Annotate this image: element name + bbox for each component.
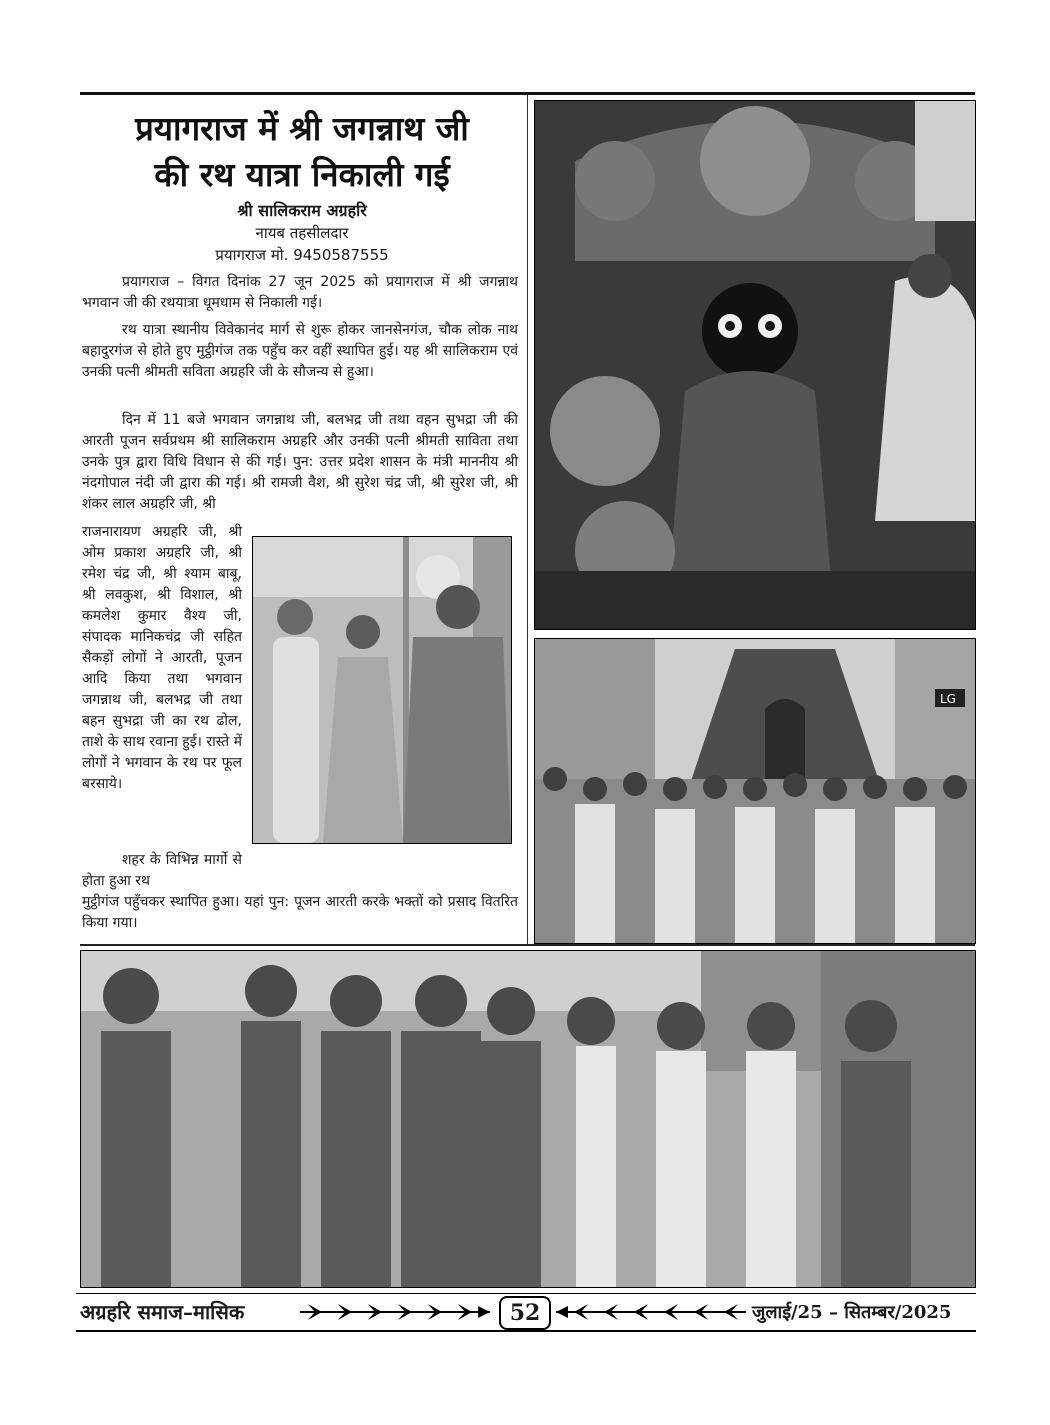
- author-name: श्री सालिकराम अग्रहरि: [237, 201, 367, 220]
- headline: [82, 106, 522, 198]
- article-bottom-rule: [80, 944, 975, 946]
- paragraph-1: प्रयागराज – विगत दिनांक 27 जून 2025 को प्रयागराज में श्री जगन्नाथ भगवान जी की रथयात्रा धूमधाम से निकाली गई।: [82, 274, 518, 311]
- author-contact: प्रयागराज मो. 9450587555: [215, 246, 389, 264]
- family-portrait-photo: [252, 536, 512, 844]
- column-divider: [527, 95, 528, 945]
- magazine-name: अग्रहरि समाज–मासिक: [80, 1300, 245, 1324]
- footer-top-rule: [76, 1293, 976, 1294]
- group-photo: [80, 950, 976, 1288]
- paragraph-2: रथ यात्रा स्थानीय विवेकानंद मार्ग से शुरू होकर जानसेनगंज, चौक लोक नाथ बहादुरगंज से होते हुए मुट्ठीगंज तक पहुँच कर वहीं स्थापित हुई। यह श्री सालिकराम एवं उनकी पत्नी श्रीमती सविता अग्रहरि जी के सौजन्य से हुआ।: [82, 322, 518, 380]
- headline-line-1: प्रयागराज में श्री जगन्नाथ जी: [135, 109, 469, 148]
- author-block: [82, 200, 522, 266]
- paragraph-4-continued: मुट्ठीगंज पहुँचकर स्थापित हुआ। यहां पुन: पूजन आरती करके भक्तों को प्रसाद वितरित किया गया।: [82, 894, 518, 931]
- footer-bottom-rule: [76, 1330, 976, 1332]
- issue-date: जुलाई/25 – सितम्बर/2025: [752, 1302, 952, 1323]
- shop-sign-text: LG: [940, 692, 956, 706]
- paragraph-4: शहर के विभिन्न मार्गो से होता हुआ रथ: [82, 852, 242, 889]
- page-number: 52: [499, 1296, 551, 1330]
- right-leaf-ornament-icon: [556, 1300, 746, 1324]
- chariot-crowd-photo: [534, 638, 976, 944]
- headline-line-2: की रथ यात्रा निकाली गई: [154, 155, 450, 194]
- author-title: नायब तहसीलदार: [255, 224, 349, 242]
- left-leaf-ornament-icon: [300, 1300, 490, 1324]
- paragraph-3-continued: राजनारायण अग्रहरि जी, श्री ओम प्रकाश अग्रहरि जी, श्री रमेश चंद्र जी, श्री श्याम बाबू, श्री लवकुश, श्री विशाल, श्री कमलेश कुमार वैश्य जी, संपादक मानिकचंद्र जी सहित सैकड़ों लोगों ने आरती, पूजन आदि किया तथा भगवान जगन्नाथ जी, बलभद्र जी तथा बहन सुभद्रा जी का रथ ढोल, ताशे के साथ रवाना हुई। रास्ते में लोगों ने भगवान के रथ पर फूल बरसाये।: [82, 524, 242, 792]
- jagannath-deity-photo: [534, 100, 976, 630]
- paragraph-3: दिन में 11 बजे भगवान जगन्नाथ जी, बलभद्र जी तथा वहन सुभद्रा जी की आरती पूजन सर्वप्रथम श्री सालिकराम अग्रहरि और उनकी पत्नी श्रीमती साविता तथा उनके पुत्र द्वारा विधि विधान से की गई। पुन: उत्तर प्रदेश शासन के मंत्री माननीय श्री नंदगोपाल नंदी जी द्वारा की गई। श्री रामजी वैश, श्री सुरेश चंद्र जी, श्री सुरेश जी, श्री शंकर लाल अग्रहरि जी, श्री: [82, 412, 518, 512]
